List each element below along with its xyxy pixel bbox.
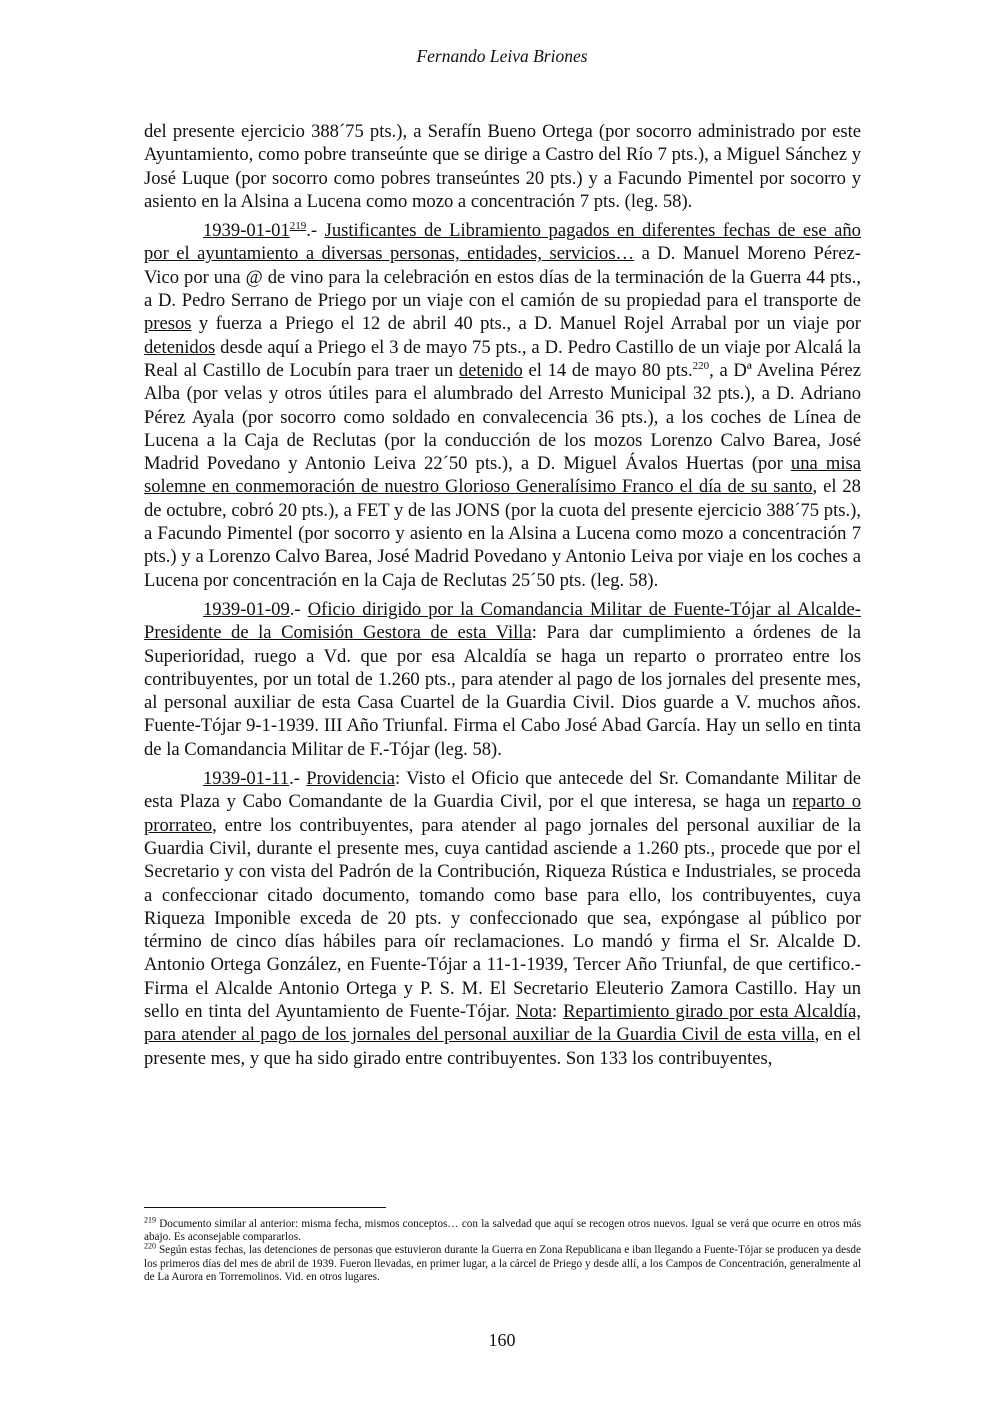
entry-text: , en el presente mes, y que ha sido girado entre contribuyentes. Son 133 los contribuyentes, <box>144 1024 861 1069</box>
entry-title: Justificantes de Libramiento pagados en diferentes fechas de ese año por el ayuntamiento a diversas personas, entidades, servicios… <box>144 220 861 265</box>
entry-text: , el 28 de octubre, cobró 20 pts.), a FET y de las JONS (por la cuota del presente ejercicio 388´75 pts.), a Facundo Pimentel (por socorro y asiento en la Alsina a Lucena como mozo a concentración 7 pts.) y a Lorenzo Calvo Barea, José Madrid Povedano y Antonio Leiva por viaje en los coches a Lucena por concentración en la Caja de Reclutas 25´50 pts. (leg. 58). <box>144 476 861 591</box>
footnote-number: 219 <box>144 1215 156 1225</box>
entry-separator: .- <box>289 768 307 790</box>
entry-text: : Para dar cumplimiento a órdenes de la Superioridad, ruego a Vd. que por esa Alcaldía se haga un reparto o prorrateo entre los contribuyentes, por un total de 1.260 pts., para atender al pago de los jornales del presente mes, al personal auxiliar de esta Casa Cuartel de la Guardia Civil. Dios guarde a V. muchos años. Fuente-Tójar 9-1-1939. III Año Triunfal. Firma el Cabo José Abad García. Hay un sello en tinta de la Comandancia Militar de F.-Tójar (leg. 58). <box>144 622 861 760</box>
entry-text: y fuerza a Priego el 12 de abril 40 pts., a D. Manuel Rojel Arrabal por un viaje por <box>191 313 861 335</box>
footnote-ref-220[interactable]: 220 <box>692 359 710 372</box>
entry-text: : Visto el Oficio que antecede del Sr. Comandante Militar de esta Plaza y Cabo Comandante de la Guardia Civil, por el que interesa, se haga un <box>144 768 861 813</box>
note-label: Nota <box>515 1000 552 1022</box>
entry-date: 1939-01-09 <box>203 598 290 620</box>
underlined-phrase: Repartimiento girado por esta Alcaldía, para atender al pago de los jornales del personal auxiliar de la Guardia Civil de esta villa <box>144 1000 861 1046</box>
entry-date: 1939-01-11 <box>203 768 290 790</box>
entry-text: desde aquí a Priego el 3 de mayo 75 pts., a D. Pedro Castillo de un viaje por Alcalá la Real al Castillo de Locubín para traer un <box>144 336 861 381</box>
underlined-term: detenidos <box>144 336 216 358</box>
entry-text: , entre los contribuyentes, para atender al pago jornales del personal auxiliar de la Guardia Civil, durante el presente mes, cuya cantidad asciende a 1.260 pts., procede que por el Secretario y con vista del Padrón de la Contribución, Riqueza Rústica e Industriales, se proceda a confeccionar citado documento, tomando como base para ello, los contribuyentes, cuya Riqueza Imponible exceda de 20 pts. y confeccionado que sea, expóngase al público por término de cinco días hábiles para oír reclamaciones. Lo mandó y firma el Sr. Alcalde D. Antonio Ortega González, en Fuente-Tójar a 11-1-1939, Tercer Año Triunfal, de que certifico.- Firma el Alcalde Antonio Ortega y P. S. M. El Secretario Eleuterio Zamora Castillo. Hay un sello en tinta del Ayuntamiento de Fuente-Tójar. <box>144 814 861 1022</box>
entry-title: Oficio dirigido por la Comandancia Militar de Fuente-Tójar al Alcalde-Presidente de la Comisión Gestora de esta Villa <box>144 598 861 644</box>
footnote-divider <box>144 1207 386 1208</box>
entry-date: 1939-01-01 <box>203 220 290 242</box>
paragraph-continuation <box>144 120 861 213</box>
underlined-phrase: una misa solemne en conmemoración de nuestro Glorioso Generalísimo Franco el día de su santo <box>144 453 861 498</box>
main-text <box>144 120 861 1070</box>
underlined-term: presos <box>144 313 192 335</box>
underlined-term: detenido <box>458 359 523 381</box>
footnote-number: 220 <box>144 1241 156 1251</box>
entry-title: Providencia <box>306 768 396 790</box>
entry-text: : <box>551 1000 564 1022</box>
page-number: 160 <box>488 1330 516 1350</box>
entry-text: el 14 de mayo 80 pts. <box>522 359 693 381</box>
footnote-219 <box>144 1215 861 1244</box>
footnote-text: Documento similar al anterior: misma fecha, mismos conceptos… con la salvedad que aquí se recogen otros nuevos. Igual se verá que ocurre en otros más abajo. Es aconsejable compararlos. <box>144 1218 861 1244</box>
entry-1939-01-01 <box>144 219 861 592</box>
footnote-220 <box>144 1241 861 1284</box>
footnote-text: Según estas fechas, las detenciones de personas que estuvieron durante la Guerra en Zona Republicana e iban llegando a Fuente-Tójar se producen ya desde los primeros días del mes de abril de 1939. Fueron llevadas, en primer lugar, a la cárcel de Priego y desde allí, a los Campos de Concentración, generalmente al de La Aurora en Torremolinos. Vid. en otros lugares. <box>144 1244 861 1283</box>
footnote-ref-219[interactable]: 219 <box>289 220 307 232</box>
entry-text: , a Dª Avelina Pérez Alba (por velas y otros útiles para el alumbrado del Arresto Municipal 32 pts.), a D. Adriano Pérez Ayala (por socorro como soldado en convalecencia 36 pts.), a los coches de Línea de Lucena a la Caja de Reclutas (por la conducción de los mozos Lorenzo Calvo Barea, José Madrid Povedano y Antonio Leiva 22´50 pts.), a D. Miguel Ávalos Huertas (por <box>144 359 861 475</box>
entry-1939-01-11 <box>144 767 861 1070</box>
entry-separator: .- <box>289 598 308 620</box>
entry-1939-01-09 <box>144 598 861 761</box>
entry-separator: .- <box>306 220 325 242</box>
entry-text: a D. Manuel Moreno Pérez-Vico por una @ de vino para la celebración en estos días de la terminación de la Guerra 44 pts., a D. Pedro Serrano de Priego por un viaje con el camión de su propiedad para el transporte de <box>144 243 861 312</box>
footnotes <box>144 1215 861 1284</box>
running-header-author: Fernando Leiva Briones <box>416 46 588 66</box>
paragraph-text: del presente ejercicio 388´75 pts.), a Serafín Bueno Ortega (por socorro administrado por este Ayuntamiento, como pobre transeúnte que se dirige a Castro del Río 7 pts.), a Miguel Sánchez y José Luque (por socorro como pobres transeúntes 20 pts.) y a Facundo Pimentel por socorro y asiento en la Alsina a Lucena como mozo a concentración 7 pts. (leg. 58). <box>144 121 861 212</box>
underlined-term: reparto o prorrateo <box>144 791 861 836</box>
